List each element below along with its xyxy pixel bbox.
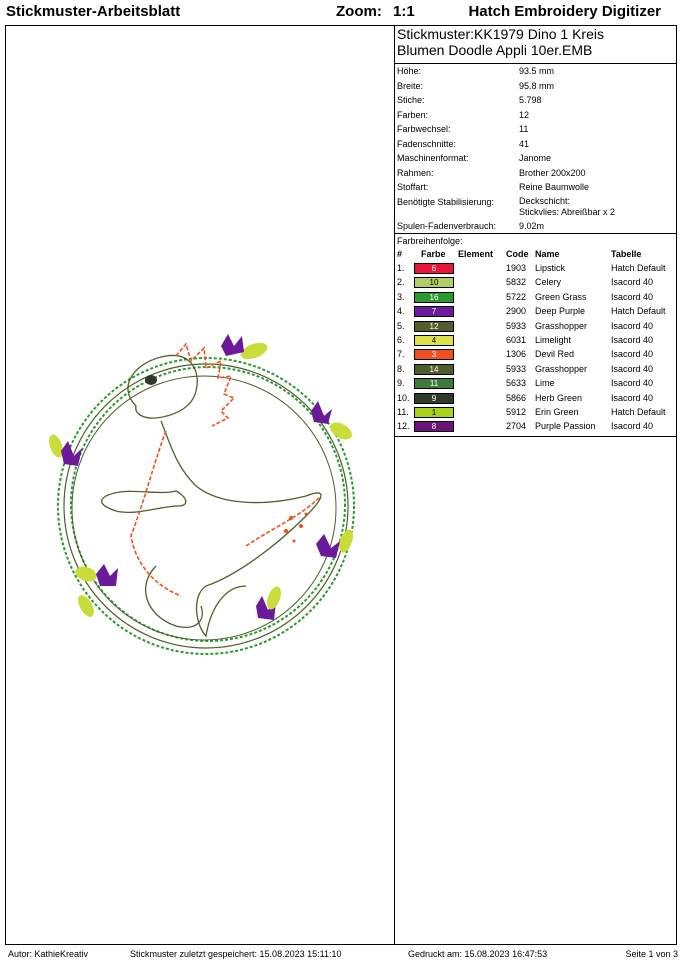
prop-value: Brother 200x200 — [519, 167, 586, 178]
prop-row — [395, 64, 676, 79]
color-table: Isacord 40 — [611, 392, 654, 403]
color-table: Isacord 40 — [611, 349, 654, 360]
color-table: Hatch Default — [611, 306, 666, 317]
color-row-num: 7. — [397, 349, 405, 360]
color-swatch: 11 — [414, 378, 454, 389]
color-row — [395, 319, 676, 333]
color-row — [395, 362, 676, 376]
properties-list — [395, 64, 676, 233]
color-swatch: 12 — [414, 321, 454, 332]
color-row — [395, 261, 676, 275]
header-table: Tabelle — [611, 249, 642, 259]
color-code: 1903 — [506, 263, 527, 273]
color-swatch: 10 — [414, 277, 454, 288]
prop-label: Maschinenformat: — [397, 153, 469, 163]
page-footer — [6, 946, 681, 964]
prop-row — [395, 137, 676, 152]
prop-label: Farbwechsel: — [397, 124, 451, 134]
zoom-value: 1:1 — [393, 3, 415, 20]
color-code: 6031 — [506, 334, 527, 345]
footer-printed: Gedruckt am: 15.08.2023 16:47:53 — [408, 949, 548, 959]
color-row-num: 2. — [397, 277, 405, 288]
header-element: Element — [458, 249, 494, 259]
color-table: Hatch Default — [611, 406, 666, 417]
color-code: 5933 — [506, 363, 527, 374]
color-row — [395, 275, 676, 289]
design-name — [395, 26, 676, 64]
zoom-label: Zoom: — [336, 3, 382, 20]
color-row-num: 11. — [397, 406, 409, 417]
color-name: Limelight — [535, 334, 572, 345]
design-preview — [6, 26, 394, 944]
color-row — [395, 347, 676, 361]
color-table: Isacord 40 — [611, 363, 654, 374]
footer-saved: Stickmuster zuletzt gespeichert: 15.08.2023 15:11:10 — [130, 949, 342, 959]
color-name: Devil Red — [535, 349, 575, 360]
color-row-num: 8. — [397, 363, 405, 374]
color-name: Grasshopper — [535, 320, 588, 331]
colorway-bottom-rule — [395, 436, 676, 437]
color-row — [395, 405, 676, 419]
color-row-num: 9. — [397, 378, 405, 389]
prop-label: Rahmen: — [397, 167, 434, 178]
color-code: 2704 — [506, 421, 527, 432]
header-color: Farbe — [421, 249, 446, 259]
prop-label: Höhe: — [397, 66, 422, 76]
color-row — [395, 391, 676, 405]
bobbin-row — [395, 219, 676, 234]
prop-label: Breite: — [397, 80, 424, 91]
color-swatch: 9 — [414, 393, 454, 404]
header-name: Name — [535, 249, 560, 259]
prop-row — [395, 151, 676, 166]
color-code: 1306 — [506, 349, 527, 360]
prop-value: Janome — [519, 153, 552, 163]
color-swatch: 4 — [414, 335, 454, 346]
embroidery-preview-image — [6, 26, 394, 944]
color-table: Hatch Default — [611, 263, 666, 273]
color-swatch: 3 — [414, 349, 454, 360]
prop-row — [395, 79, 676, 94]
color-table: Isacord 40 — [611, 378, 654, 389]
design-name-line2: Blumen Doodle Appli 10er.EMB — [397, 42, 593, 58]
color-swatch: 6 — [414, 263, 454, 274]
prop-label: Fadenschnitte: — [397, 138, 457, 149]
color-row-num: 10. — [397, 392, 410, 403]
color-code: 5866 — [506, 392, 527, 403]
colorway — [395, 233, 676, 434]
stabilizer-row — [395, 195, 676, 219]
color-name: Grasshopper — [535, 363, 588, 374]
prop-value: 5.798 — [519, 95, 542, 105]
color-name: Deep Purple — [535, 306, 586, 317]
prop-label: Farben: — [397, 109, 429, 120]
color-swatch: 7 — [414, 306, 454, 317]
bobbin-value: 9.02m — [519, 220, 545, 231]
header-num: # — [397, 249, 403, 259]
header-code: Code — [506, 249, 529, 259]
colorway-title: Farbreihenfolge: — [397, 236, 463, 246]
color-row-num: 1. — [397, 263, 405, 273]
sheet-title: Stickmuster-Arbeitsblatt — [6, 3, 181, 20]
page-header — [0, 0, 681, 24]
color-row-num: 4. — [397, 306, 405, 317]
prop-label: Stoffart: — [397, 182, 429, 192]
stabilizer-value — [519, 196, 615, 218]
color-row-num: 5. — [397, 320, 405, 331]
prop-row — [395, 180, 676, 195]
prop-row — [395, 93, 676, 108]
color-row — [395, 419, 676, 433]
color-name: Herb Green — [535, 392, 583, 403]
app-name: Hatch Embroidery Digitizer — [468, 3, 661, 20]
color-name: Celery — [535, 277, 562, 288]
color-code: 5832 — [506, 277, 527, 288]
prop-value: 11 — [519, 124, 529, 134]
color-table: Isacord 40 — [611, 421, 654, 432]
color-code: 5722 — [506, 291, 527, 302]
color-row-num: 12. — [397, 421, 410, 432]
color-name: Lipstick — [535, 263, 566, 273]
color-swatch: 16 — [414, 292, 454, 303]
footer-author: Autor: KathieKreativ — [8, 949, 89, 959]
color-swatch: 8 — [414, 421, 454, 432]
prop-label: Stiche: — [397, 95, 425, 105]
color-code: 5633 — [506, 378, 527, 389]
color-table: Isacord 40 — [611, 320, 654, 331]
color-swatch: 14 — [414, 364, 454, 375]
color-row-num: 6. — [397, 334, 405, 345]
color-table: Isacord 40 — [611, 334, 654, 345]
color-row — [395, 376, 676, 390]
color-code: 5912 — [506, 406, 527, 417]
prop-row — [395, 122, 676, 137]
color-table: Isacord 40 — [611, 277, 654, 288]
color-name: Lime — [535, 378, 555, 389]
color-table: Isacord 40 — [611, 291, 654, 302]
prop-value: 12 — [519, 109, 530, 120]
color-name: Purple Passion — [535, 421, 596, 432]
footer-page: Seite 1 von 3 — [625, 949, 678, 959]
color-code: 5933 — [506, 320, 527, 331]
prop-value: 93.5 mm — [519, 66, 555, 76]
prop-value: 95.8 mm — [519, 80, 555, 91]
stabilizer-value-line1: Deckschicht: — [519, 195, 571, 206]
color-row-num: 3. — [397, 291, 405, 302]
colorway-rows — [395, 261, 676, 434]
prop-row — [395, 166, 676, 181]
color-row — [395, 290, 676, 304]
color-name: Erin Green — [535, 406, 579, 417]
color-name: Green Grass — [535, 291, 587, 302]
stabilizer-label: Benötigte Stabilisierung: — [397, 196, 495, 207]
prop-value: 41 — [519, 138, 530, 149]
bobbin-label: Spulen-Fadenverbrauch: — [397, 220, 497, 231]
color-row — [395, 304, 676, 318]
prop-row — [395, 108, 676, 123]
design-name-line1: Stickmuster:KK1979 Dino 1 Kreis — [397, 26, 604, 42]
color-row — [395, 333, 676, 347]
color-swatch: 1 — [414, 407, 454, 418]
stabilizer-value-line2: Stickvlies: Abreißbar x 2 — [519, 206, 616, 217]
prop-value: Reine Baumwolle — [519, 182, 590, 192]
color-code: 2900 — [506, 306, 527, 317]
info-panel — [395, 26, 676, 434]
colorway-header — [395, 247, 676, 261]
